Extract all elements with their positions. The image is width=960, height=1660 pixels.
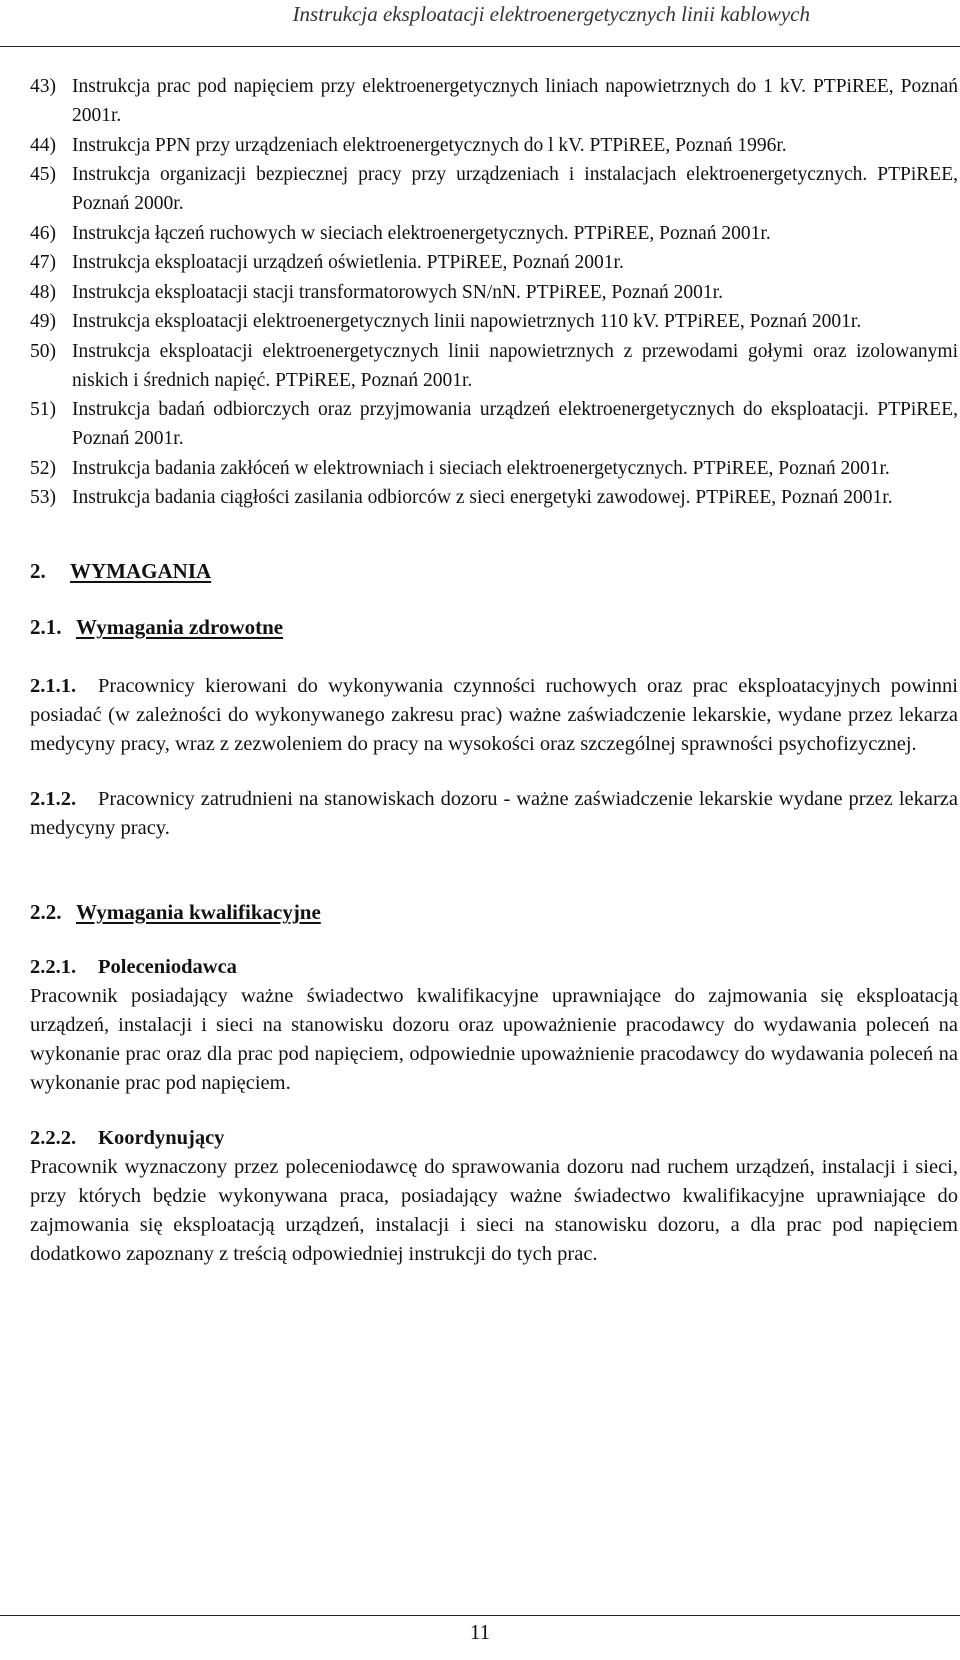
reference-text: Instrukcja eksploatacji stacji transformatorowych SN/nN. PTPiREE, Poznań 2001r. <box>72 281 723 303</box>
section-number: 2.1. <box>30 615 62 639</box>
paragraph-2-2-2: Pracownik wyznaczony przez poleceniodawcę do sprawowania dozoru nad ruchem urządzeń, instalacji i sieci, przy których będzie wykonywana praca, posiadający ważne świadectwo kwalifikacyjne uprawniające do zajmowania się eksploatacją urządzeń, instalacji i sieci na stanowisku dozoru, a dla prac pod napięciem dodatkowo zapoznany z treścią odpowiedniej instrukcji do tych prac. <box>30 1156 958 1265</box>
reference-text: Instrukcja prac pod napięciem przy elektroenergetycznych liniach napowietrznych do 1 kV. PTPiREE, Poznań 2001r. <box>72 76 958 126</box>
section-title: Wymagania zdrowotne <box>76 615 284 639</box>
reference-text: Instrukcja organizacji bezpiecznej pracy przy urządzeniach i instalacjach elektroenergetycznych. PTPiREE, Poznań 2000r. <box>72 164 958 214</box>
reference-text: Instrukcja badania zakłóceń w elektrowniach i sieciach elektroenergetycznych. PTPiREE, Poznań 2001r. <box>72 457 890 479</box>
subsection-title: Koordynujący <box>98 1127 225 1149</box>
paragraph-text: Pracownicy zatrudnieni na stanowiskach dozoru - ważne zaświadczenie lekarskie wydane przez lekarza medycyny pracy. <box>30 788 958 839</box>
paragraph-number: 2.1.1. <box>30 675 77 697</box>
reference-item <box>30 131 958 160</box>
reference-number: 51) <box>30 399 56 420</box>
section-number: 2.2. <box>30 900 62 924</box>
reference-number: 46) <box>30 222 56 244</box>
reference-item <box>30 160 958 218</box>
page-header <box>0 0 960 47</box>
reference-number: 44) <box>30 134 56 156</box>
reference-item <box>30 278 958 307</box>
section-heading-2-1 <box>30 612 958 642</box>
reference-text: Instrukcja eksploatacji elektroenergetycznych linii napowietrznych 110 kV. PTPiREE, Poznań 2001r. <box>72 311 862 332</box>
page-number: 11 <box>469 1620 491 1644</box>
header-title: Instrukcja eksploatacji elektroenergetycznych linii kablowych <box>292 2 810 26</box>
reference-item <box>30 72 958 130</box>
reference-item <box>30 454 958 483</box>
reference-number: 43) <box>30 76 56 97</box>
reference-number: 52) <box>30 457 56 479</box>
section-number: 2. <box>30 559 46 583</box>
reference-list <box>30 72 958 512</box>
reference-text: Instrukcja eksploatacji elektroenergetycznych linii napowietrznych z przewodami gołymi oraz izolowanymi niskich i średnich napięć. PTPiREE, Poznań 2001r. <box>72 340 958 391</box>
reference-text: Instrukcja eksploatacji urządzeń oświetlenia. PTPiREE, Poznań 2001r. <box>72 252 624 273</box>
page-content <box>30 72 958 1269</box>
reference-text: Instrukcja badania ciągłości zasilania odbiorców z sieci energetyki zawodowej. PTPiREE, Poznań 2001r. <box>72 487 893 508</box>
reference-number: 53) <box>30 487 56 508</box>
reference-item <box>30 307 958 336</box>
subsection-number: 2.2.2. <box>30 1127 77 1149</box>
paragraph-text: Pracownicy kierowani do wykonywania czynności ruchowych oraz prac eksploatacyjnych powinni posiadać (w zależności do wykonywanego zakresu prac) ważne zaświadczenie lekarskie, wydane przez lekarza medycyny pracy, wraz z zezwoleniem do pracy na wysokości oraz szczególnej sprawności psychofizycznej. <box>30 675 958 755</box>
reference-text: Instrukcja łączeń ruchowych w sieciach elektroenergetycznych. PTPiREE, Poznań 2001r. <box>72 222 771 244</box>
subsection-heading-2-2-1 <box>30 953 958 982</box>
section-title: Wymagania kwalifikacyjne <box>76 900 321 924</box>
reference-item <box>30 337 958 395</box>
subsection-title: Poleceniodawca <box>98 956 237 978</box>
reference-number: 47) <box>30 252 56 273</box>
reference-text: Instrukcja PPN przy urządzeniach elektroenergetycznych do l kV. PTPiREE, Poznań 1996r. <box>72 134 787 156</box>
paragraph-2-1-2 <box>30 785 958 843</box>
section-title: WYMAGANIA <box>70 559 212 583</box>
reference-number: 48) <box>30 281 56 303</box>
reference-item <box>30 248 958 277</box>
paragraph-2-1-1 <box>30 672 958 759</box>
reference-number: 50) <box>30 340 56 362</box>
reference-item <box>30 483 958 512</box>
reference-number: 45) <box>30 164 56 185</box>
reference-number: 49) <box>30 311 56 332</box>
section-heading-2 <box>30 556 958 586</box>
subsection-heading-2-2-2 <box>30 1124 958 1153</box>
reference-item <box>30 395 958 453</box>
reference-item <box>30 219 958 248</box>
paragraph-number: 2.1.2. <box>30 788 77 810</box>
paragraph-2-2-1: Pracownik posiadający ważne świadectwo kwalifikacyjne uprawniające do zajmowania się eksploatacją urządzeń, instalacji i sieci na stanowisku dozoru oraz upoważnienie pracodawcy do wydawania poleceń na wykonanie prac oraz dla prac pod napięciem, odpowiednie upoważnienie pracodawcy do wydawania poleceń na wykonanie prac pod napięciem. <box>30 985 958 1094</box>
section-heading-2-2 <box>30 897 958 927</box>
reference-text: Instrukcja badań odbiorczych oraz przyjmowania urządzeń elektroenergetycznych do eksploatacji. PTPiREE, Poznań 2001r. <box>72 399 958 449</box>
footer-rule <box>0 1615 960 1616</box>
subsection-number: 2.2.1. <box>30 956 77 978</box>
